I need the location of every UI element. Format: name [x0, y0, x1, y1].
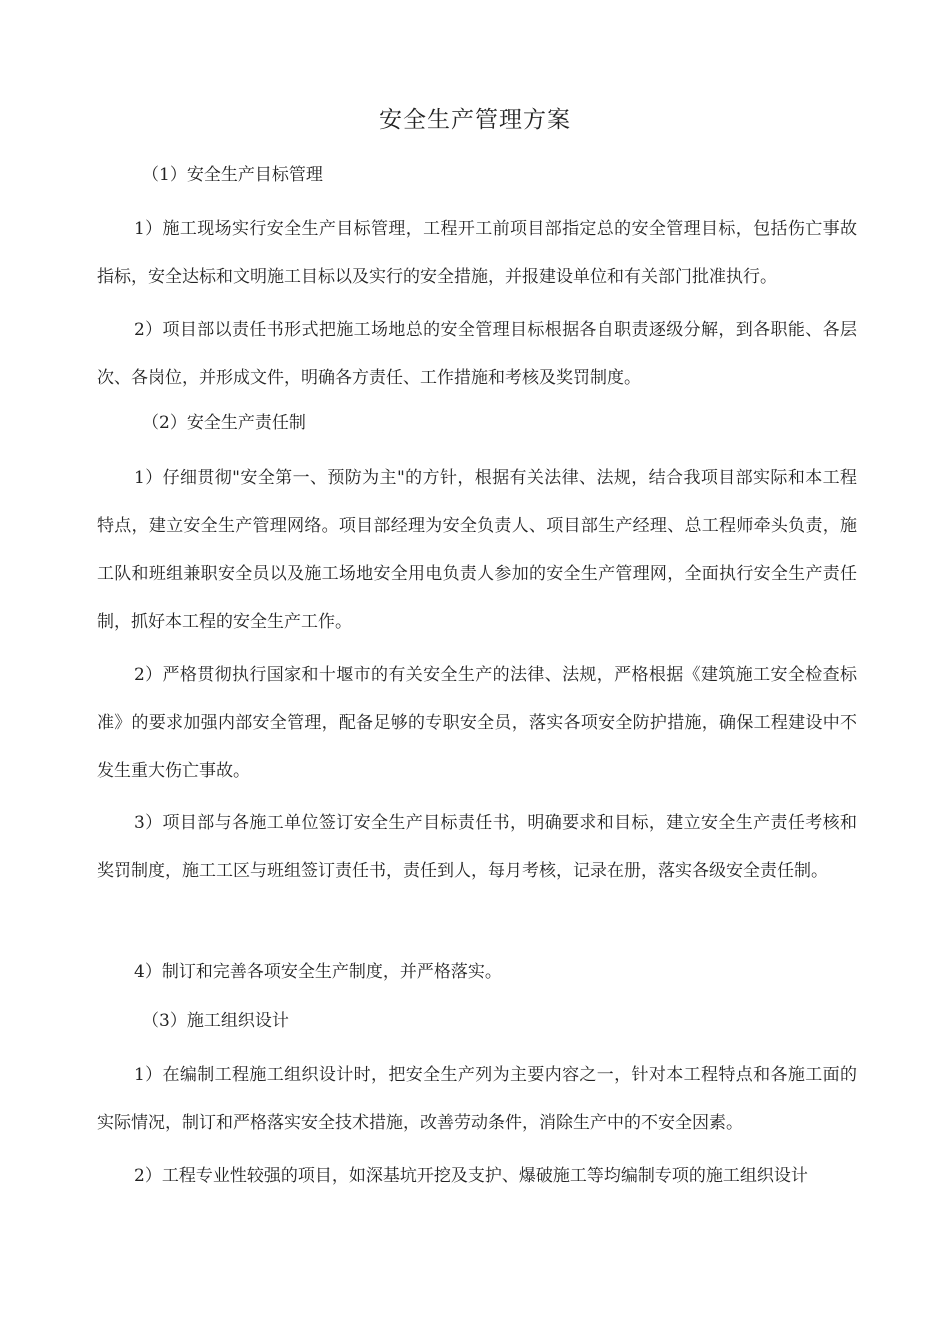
document-title: 安全生产管理方案 — [379, 107, 571, 133]
paragraph: 4）制订和完善各项安全生产制度，并严格落实。 — [134, 962, 502, 982]
paragraph: 1）在编制工程施工组织设计时，把安全生产列为主要内容之一，针对本工程特点和各施工面的实际情况，制订和严格落实安全技术措施，改善劳动条件，消除生产中的不安全因素。 — [97, 1065, 857, 1133]
paragraph: 1）仔细贯彻"安全第一、预防为主"的方针，根据有关法律、法规，结合我项目部实际和本工程特点，建立安全生产管理网络。项目部经理为安全负责人、项目部生产经理、总工程师牵头负责，施工队和班组兼职安全员以及施工场地安全用电负责人参加的安全生产管理网，全面执行安全生产责任制，抓好本工程的安全生产工作。 — [97, 468, 857, 632]
paragraph: 3）项目部与各施工单位签订安全生产目标责任书，明确要求和目标，建立安全生产责任考核和奖罚制度，施工工区与班组签订责任书，责任到人，每月考核，记录在册，落实各级安全责任制。 — [97, 813, 857, 881]
paragraph: 2）严格贯彻执行国家和十堰市的有关安全生产的法律、法规，严格根据《建筑施工安全检查标准》的要求加强内部安全管理，配备足够的专职安全员，落实各项安全防护措施，确保工程建设中不发生重大伤亡事故。 — [97, 665, 857, 781]
section-heading-1: （1）安全生产目标管理 — [142, 165, 323, 185]
paragraph: 1）施工现场实行安全生产目标管理，工程开工前项目部指定总的安全管理目标，包括伤亡事故指标，安全达标和文明施工目标以及实行的安全措施，并报建设单位和有关部门批准执行。 — [97, 219, 857, 287]
section-heading-2: （2）安全生产责任制 — [142, 413, 306, 433]
section-heading-3: （3）施工组织设计 — [142, 1011, 289, 1031]
paragraph: 2）项目部以责任书形式把施工场地总的安全管理目标根据各自职责逐级分解，到各职能、各层次、各岗位，并形成文件，明确各方责任、工作措施和考核及奖罚制度。 — [97, 320, 857, 388]
paragraph: 2）工程专业性较强的项目，如深基坑开挖及支护、爆破施工等均编制专项的施工组织设计 — [134, 1166, 808, 1186]
